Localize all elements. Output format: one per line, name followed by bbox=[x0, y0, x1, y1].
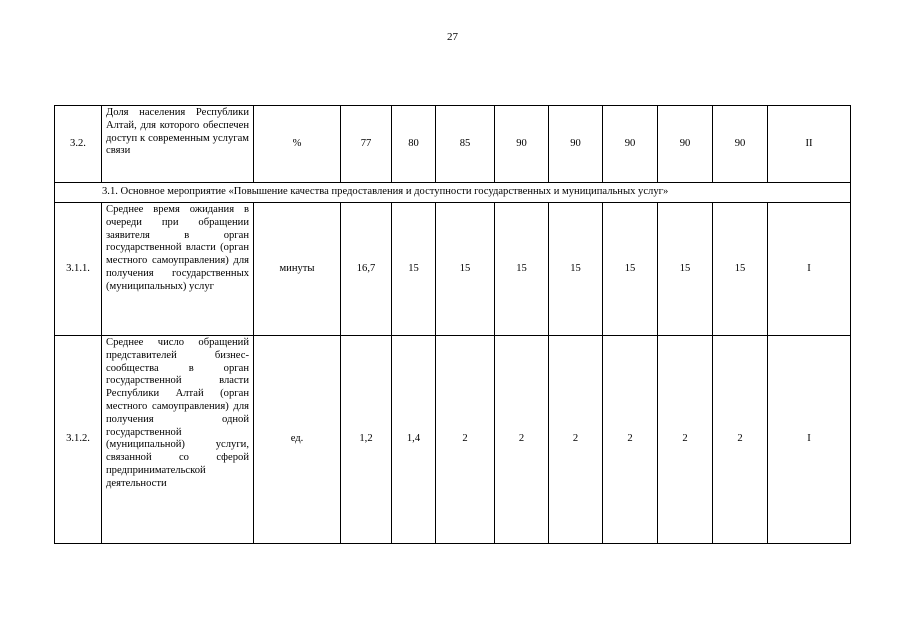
value-cell: 16,7 bbox=[341, 203, 392, 336]
indicator-name: Доля населения Республики Алтай, для которого обеспечен доступ к современным услугам связи bbox=[102, 106, 254, 183]
value-cell: 2 bbox=[549, 336, 603, 544]
value-cell: 15 bbox=[713, 203, 768, 336]
event-heading: 3.1. Основное мероприятие «Повышение качества предоставления и доступности государственных и муниципальных услуг» bbox=[55, 183, 851, 203]
value-cell: 90 bbox=[549, 106, 603, 183]
category-cell: I bbox=[768, 203, 851, 336]
table-row-event-3-1 bbox=[55, 183, 851, 203]
page-number: 27 bbox=[447, 31, 458, 43]
value-cell: 90 bbox=[603, 106, 658, 183]
value-cell: 15 bbox=[603, 203, 658, 336]
unit-cell: минуты bbox=[254, 203, 341, 336]
value-cell: 90 bbox=[658, 106, 713, 183]
indicator-name: Среднее число обращений представителей бизнес-сообщества в орган государственной власти Республики Алтай (орган местного самоуправления) для получения одной государственной (муниципальной) услуги, связанной со сферой предпринимательской деятельности bbox=[102, 336, 254, 544]
value-cell: 85 bbox=[436, 106, 495, 183]
indicators-table bbox=[54, 105, 851, 544]
table-row-indicator-3-1-1 bbox=[55, 203, 851, 336]
value-cell: 2 bbox=[436, 336, 495, 544]
row-code: 3.1.2. bbox=[55, 336, 102, 544]
table-row-indicator-3-1-2 bbox=[55, 336, 851, 544]
row-code: 3.2. bbox=[55, 106, 102, 183]
value-cell: 15 bbox=[436, 203, 495, 336]
value-cell: 2 bbox=[713, 336, 768, 544]
category-cell: II bbox=[768, 106, 851, 183]
unit-cell: % bbox=[254, 106, 341, 183]
value-cell: 90 bbox=[495, 106, 549, 183]
table-row-indicator-3-2 bbox=[55, 106, 851, 183]
value-cell: 77 bbox=[341, 106, 392, 183]
value-cell: 2 bbox=[658, 336, 713, 544]
value-cell: 15 bbox=[549, 203, 603, 336]
value-cell: 80 bbox=[392, 106, 436, 183]
value-cell: 15 bbox=[392, 203, 436, 336]
value-cell: 1,2 bbox=[341, 336, 392, 544]
row-code: 3.1.1. bbox=[55, 203, 102, 336]
value-cell: 1,4 bbox=[392, 336, 436, 544]
indicator-name: Среднее время ожидания в очереди при обращении заявителя в орган государственной власти (орган местного самоуправления) для получения государственных (муниципальных) услуг bbox=[102, 203, 254, 336]
category-cell: I bbox=[768, 336, 851, 544]
value-cell: 90 bbox=[713, 106, 768, 183]
unit-cell: ед. bbox=[254, 336, 341, 544]
value-cell: 15 bbox=[495, 203, 549, 336]
value-cell: 15 bbox=[658, 203, 713, 336]
value-cell: 2 bbox=[495, 336, 549, 544]
value-cell: 2 bbox=[603, 336, 658, 544]
